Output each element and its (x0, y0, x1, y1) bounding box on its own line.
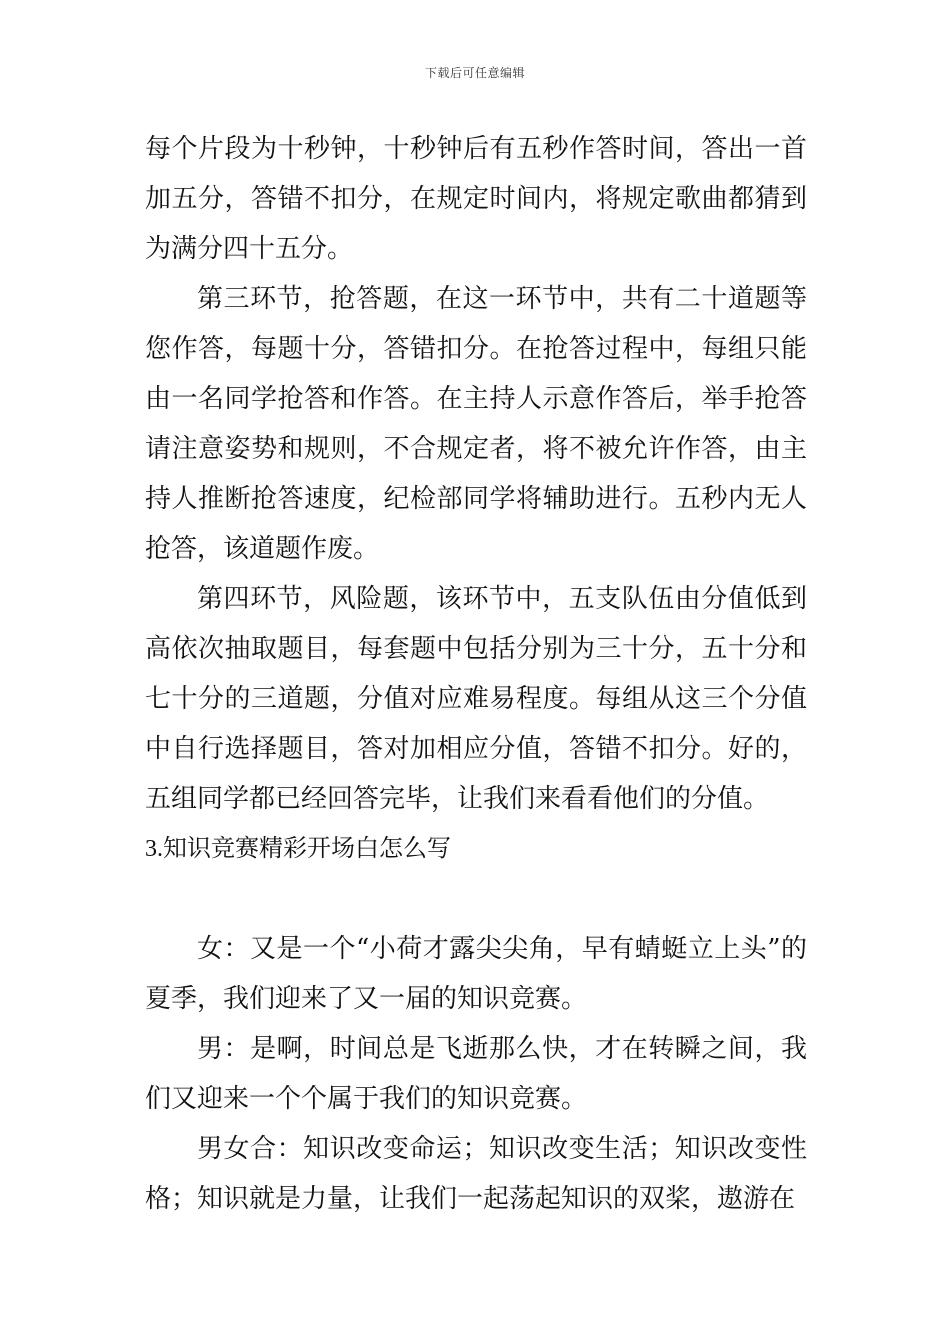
blank-line (145, 874, 807, 924)
paragraph-round-three: 第三环节，抢答题，在这一环节中，共有二十道题等您作答，每题十分，答错扣分。在抢答过程中，每组只能由一名同学抢答和作答。在主持人示意作答后，举手抢答请注意姿势和规则，不合规定者，将不被允许作答，由主持人推断抢答速度，纪检部同学将辅助进行。五秒内无人抢答，该道题作废。 (145, 284, 807, 564)
paragraph-both-hosts: 男女合：知识改变命运；知识改变生活；知识改变性格；知识就是力量，让我们一起荡起知识的双桨，遨游在 (145, 1134, 807, 1214)
document-body (145, 124, 807, 1224)
page-header: 下载后可任意编辑 (424, 66, 525, 80)
section-heading: 3.知识竞赛精彩开场白怎么写 (145, 836, 451, 862)
paragraph-female-host: 女：又是一个“小荷才露尖尖角，早有蜻蜓立上头”的夏季，我们迎来了又一届的知识竞赛。 (145, 934, 807, 1014)
paragraph-rules-continued: 每个片段为十秒钟，十秒钟后有五秒作答时间，答出一首加五分，答错不扣分，在规定时间内，将规定歌曲都猜到为满分四十五分。 (145, 134, 807, 264)
paragraph-round-four: 第四环节，风险题，该环节中，五支队伍由分值低到高依次抽取题目，每套题中包括分别为三十分，五十分和七十分的三道题，分值对应难易程度。每组从这三个分值中自行选择题目，答对加相应分值，答错不扣分。好的，五组同学都已经回答完毕，让我们来看看他们的分值。 (145, 584, 807, 814)
paragraph-male-host: 男：是啊，时间总是飞逝那么快，才在转瞬之间，我们又迎来一个个属于我们的知识竞赛。 (145, 1034, 807, 1114)
